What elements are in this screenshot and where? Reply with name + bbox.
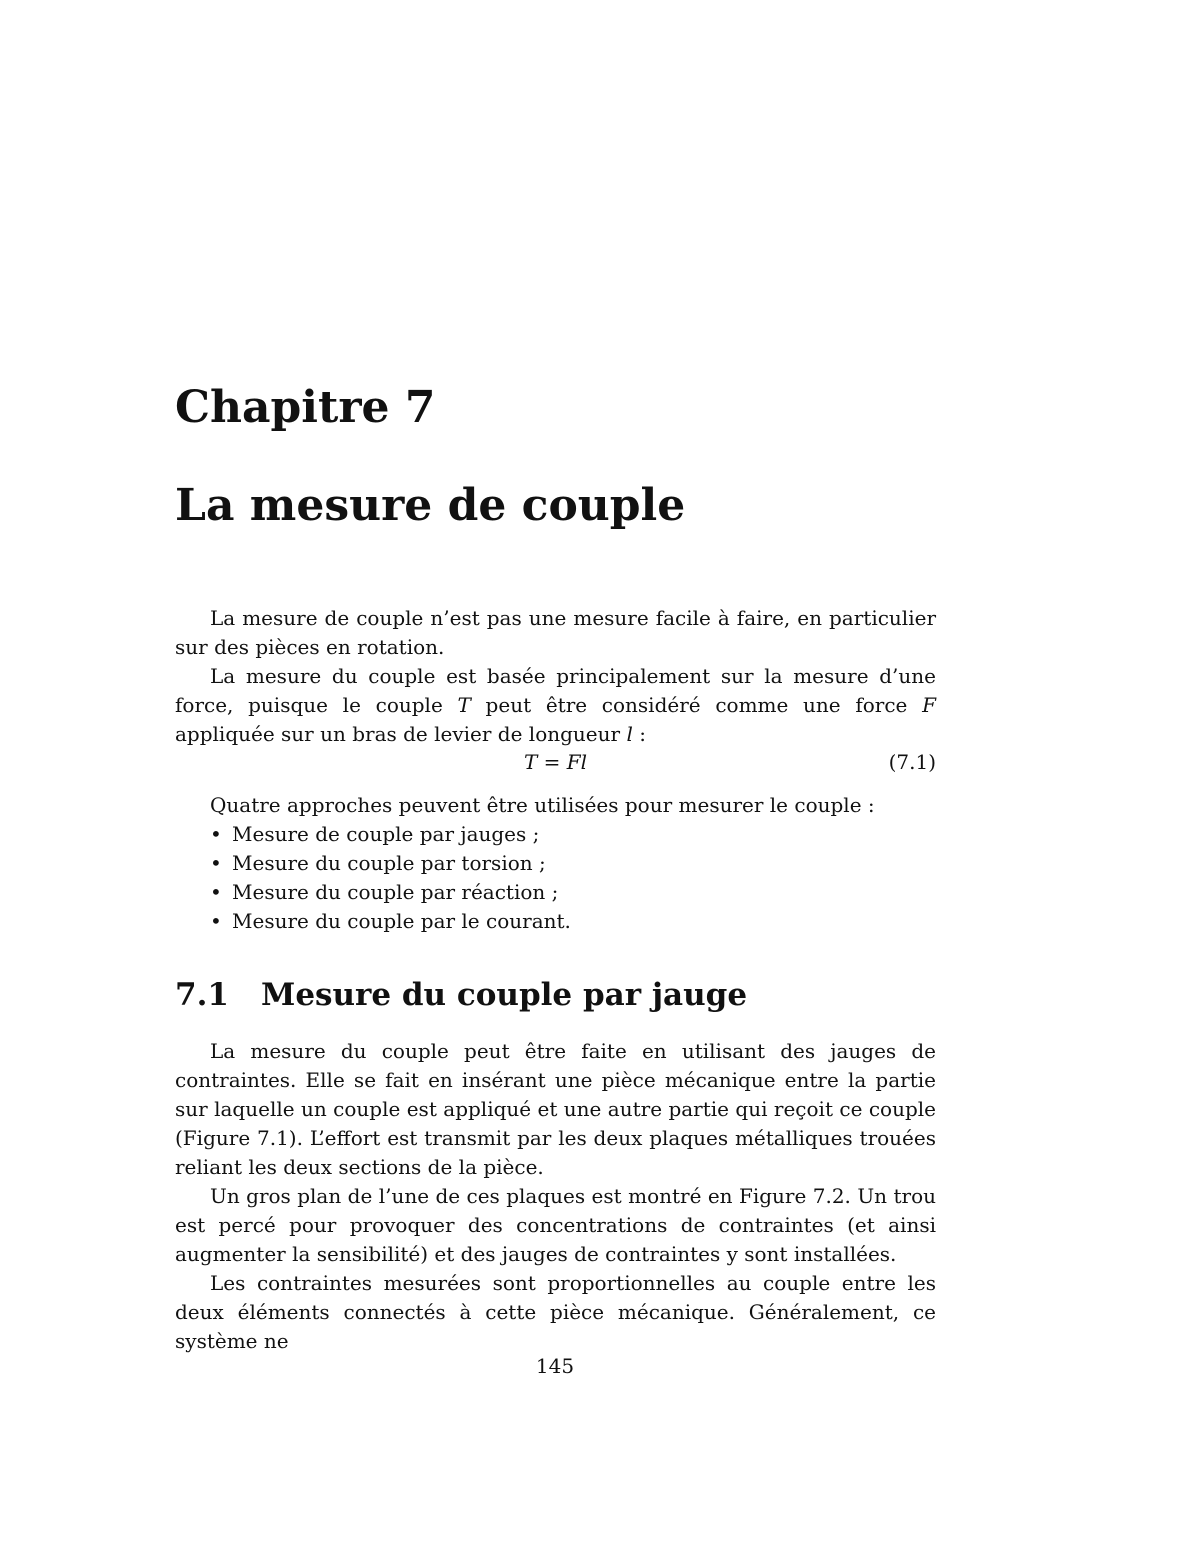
list-item [175,820,936,849]
section-title: Mesure du couple par jauge [261,977,748,1013]
equation-lhs: T [523,750,538,774]
bullet-icon: • [210,880,222,904]
page-number: 145 [535,1354,575,1378]
section-number: 7.1 [175,977,229,1013]
var-T: T [457,693,471,717]
approaches-list [175,820,936,936]
section-paragraph-2: Un gros plan de l’une de ces plaques est montré en Figure 7.2. Un trou est percé pour provoquer des concentrations de contraintes (et ainsi augmenter la sensibilité) et des jauges de contraintes y sont installées. [175,1184,936,1266]
equation-7-1 [175,748,936,777]
bullet-icon: • [210,851,222,875]
list-item-text: Mesure du couple par torsion ; [232,851,546,875]
chapter-label: Chapitre 7 [175,382,436,433]
intro-text [175,604,936,749]
equation-operator: = [537,750,567,774]
section-heading [175,975,747,1015]
list-item [175,849,936,878]
intro-paragraph-1: La mesure de couple n’est pas une mesure facile à faire, en particulier sur des pièces en rotation. [175,606,936,659]
list-item [175,878,936,907]
var-F: F [922,693,936,717]
section-paragraph-1: La mesure du couple peut être faite en utilisant des jauges de contraintes. Elle se fait en insérant une pièce mécanique entre la partie sur laquelle un couple est appliqué et une autre partie qui reçoit ce couple (Figure 7.1). L’effort est transmit par les deux plaques métalliques trouées reliant les deux sections de la pièce. [175,1039,936,1179]
section-body [175,1037,936,1356]
intro-p2-part-b: peut être considéré comme une force [470,693,923,717]
equation-number: (7.1) [888,750,936,774]
list-item-text: Mesure de couple par jauges ; [232,822,540,846]
intro-paragraph-2 [175,662,936,749]
equation-expression [175,748,936,777]
section-paragraph-3: Les contraintes mesurées sont proportionnelles au couple entre les deux éléments connectés à cette pièce mécanique. Généralement, ce système ne [175,1271,936,1353]
intro-p2-part-c: appliquée sur un bras de levier de longueur [175,722,627,746]
approaches-intro: Quatre approches peuvent être utilisées pour mesurer le couple : [210,793,875,817]
bullet-icon: • [210,822,222,846]
intro-p2-part-a: La mesure du couple est basée principalement sur la mesure d’une force, puisque le couple [175,664,936,717]
bullet-icon: • [210,909,222,933]
chapter-title: La mesure de couple [175,480,686,531]
list-item [175,907,936,936]
intro-p2-part-d: : [632,722,646,746]
list-item-text: Mesure du couple par le courant. [232,909,571,933]
approaches-block [175,791,936,936]
var-l: l [626,722,633,746]
equation-rhs: Fl [566,750,588,774]
list-item-text: Mesure du couple par réaction ; [232,880,559,904]
